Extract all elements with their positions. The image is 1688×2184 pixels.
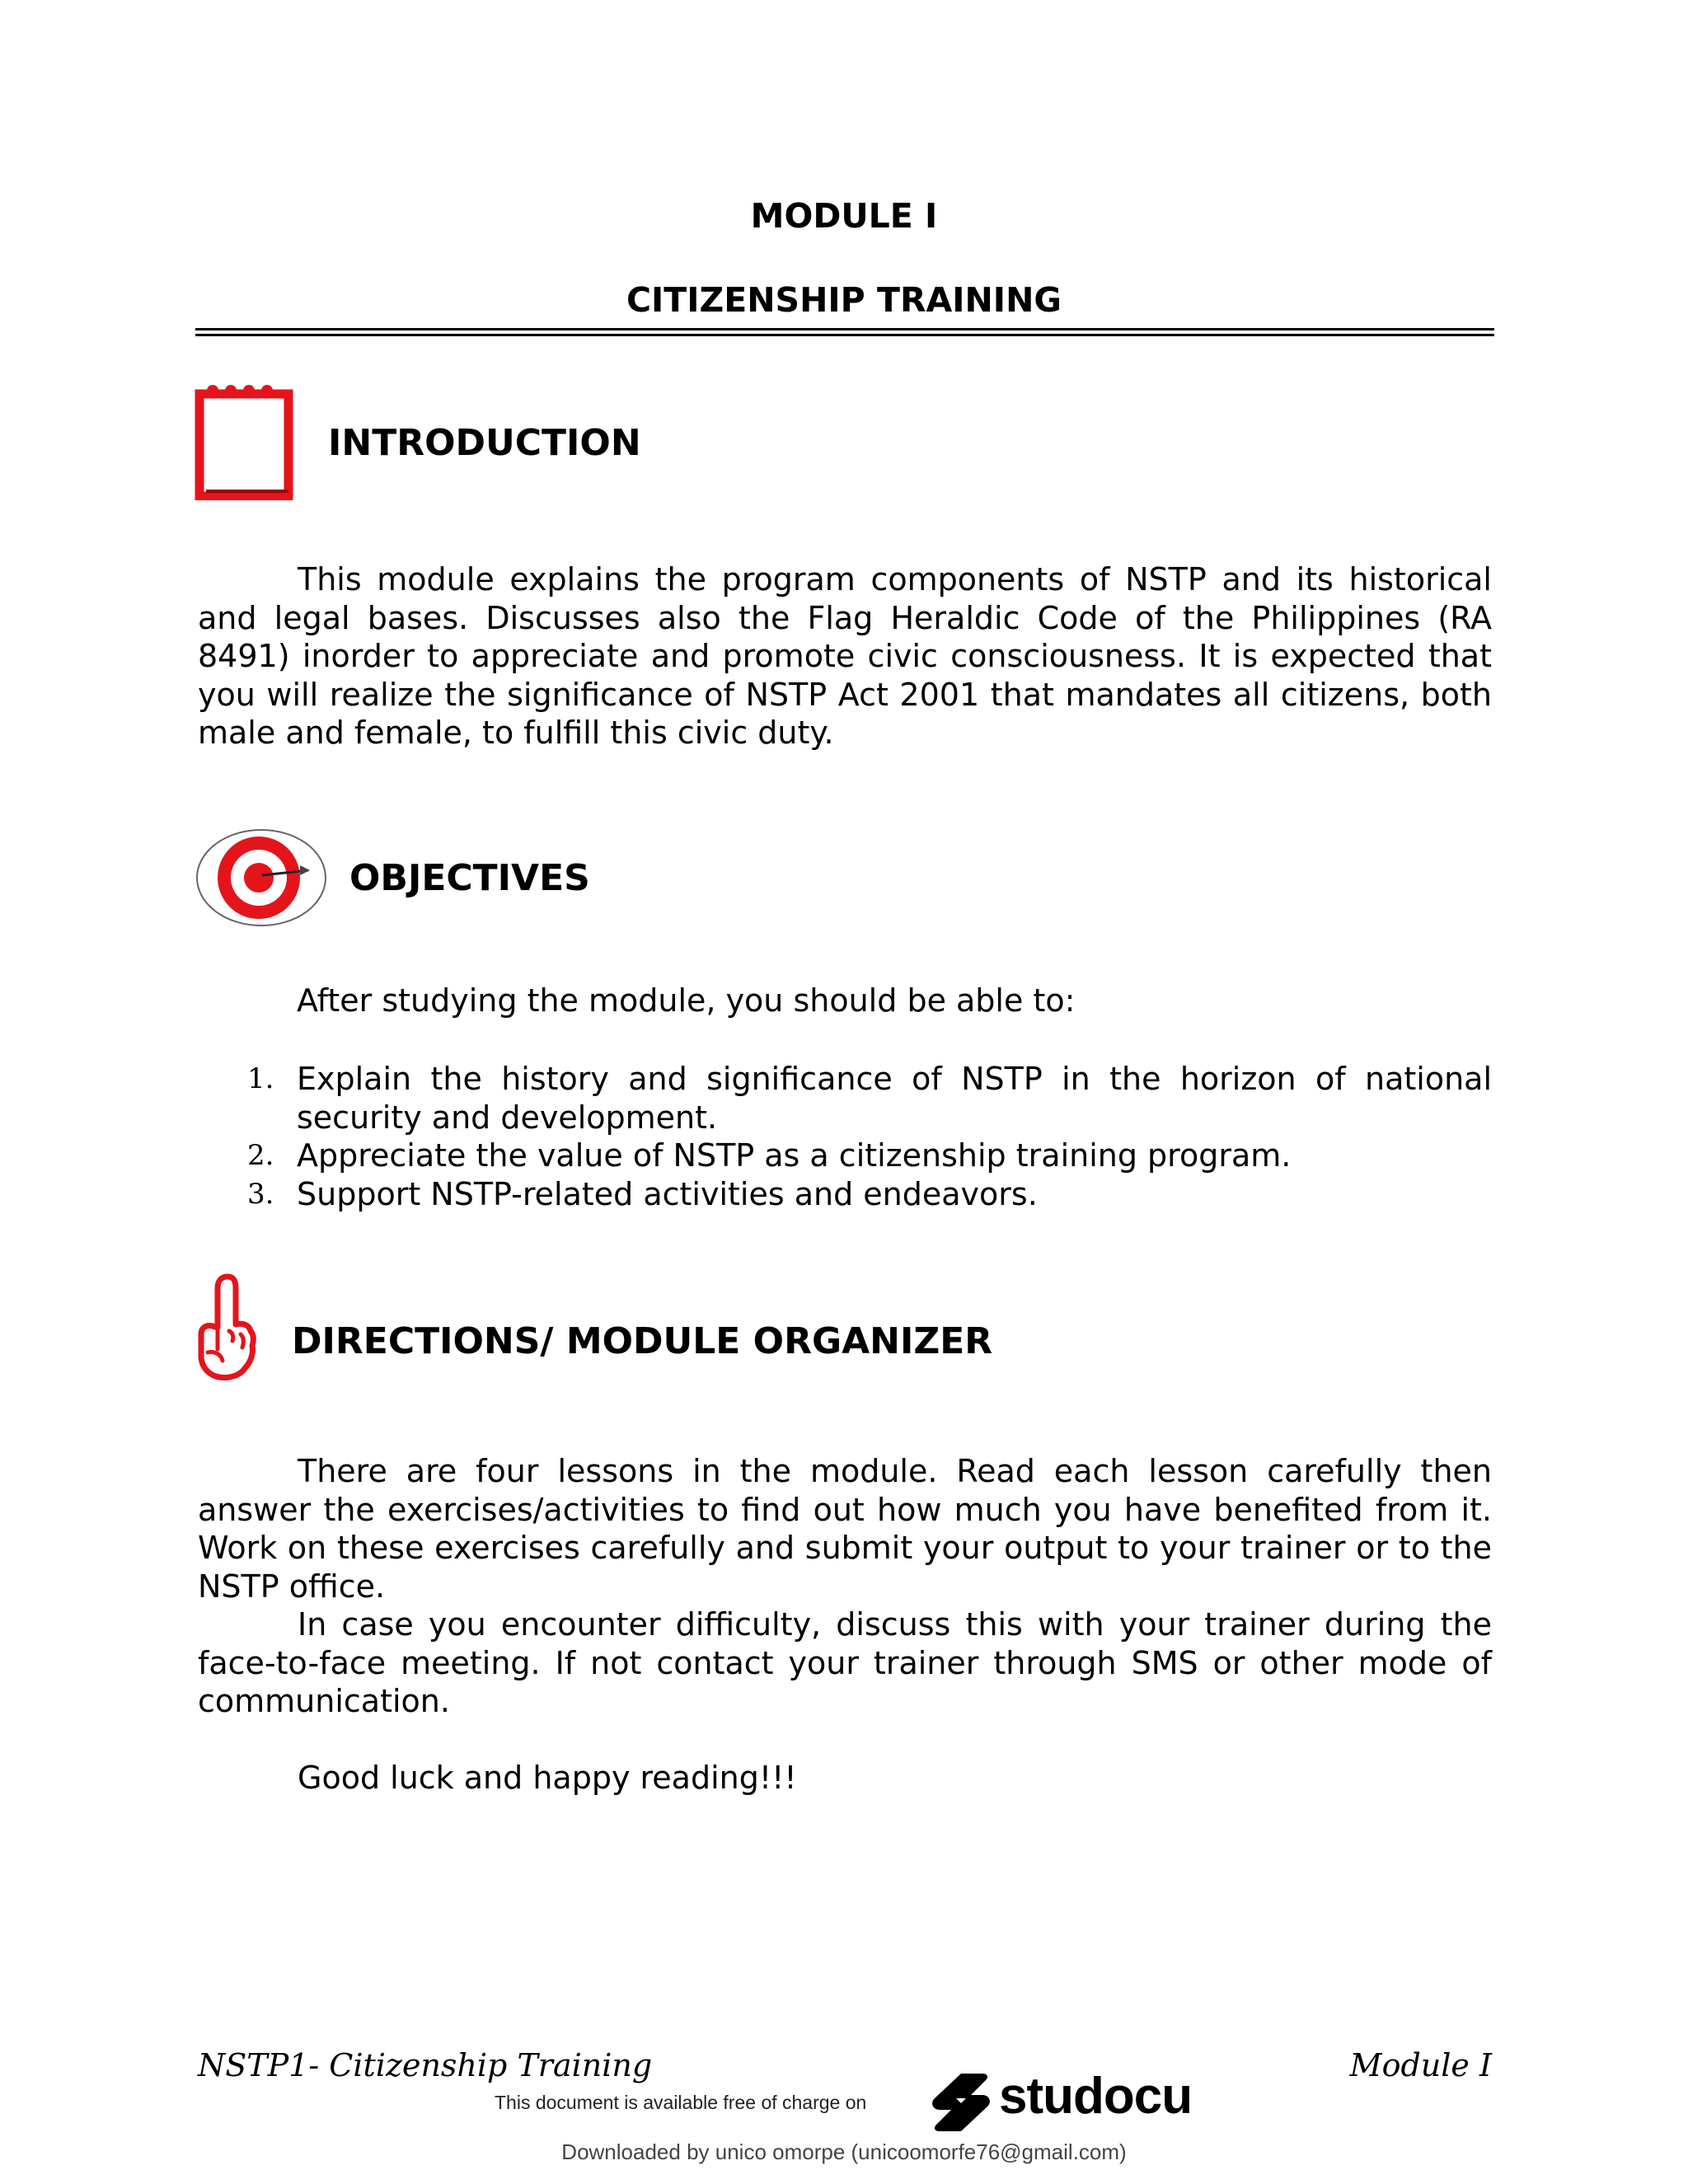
footer-module-label: Module I (1349, 2047, 1492, 2083)
header-rule-top (195, 328, 1494, 330)
module-subtitle: CITIZENSHIP TRAINING (626, 280, 1062, 320)
list-item: 2. Appreciate the value of NSTP as a citizenship training program. (247, 1137, 1292, 1174)
notepad-icon (195, 381, 293, 504)
footer-course-title: NSTP1- Citizenship Training (198, 2047, 653, 2083)
header-rule-bottom (195, 334, 1494, 336)
studocu-brand-text: studocu (999, 2068, 1193, 2125)
directions-paragraph-3: Good luck and happy reading!!! (298, 1760, 797, 1796)
module-title: MODULE I (750, 196, 938, 236)
objectives-lead: After studying the module, you should be able to: (297, 982, 1076, 1019)
objectives-list (247, 1060, 1492, 1213)
objectives-title: OBJECTIVES (349, 857, 590, 899)
footer-downloaded-by: Downloaded by unico omorpe (unicoomorfe76@gmail.com) (561, 2139, 1127, 2164)
directions-paragraph-1: There are four lessons in the module. Read each lesson carefully then answer the exercises/activities to find out how much you have benefited from it. Work on these exercises carefully and submit your output to your trainer or to the NSTP office. (198, 1453, 1492, 1605)
directions-paragraph-2: In case you encounter difficulty, discuss this with your trainer during the face-to-face meeting. If not contact your trainer through SMS or other mode of communication. (198, 1606, 1492, 1719)
list-item: 3. Support NSTP-related activities and endeavors. (247, 1175, 1038, 1212)
introduction-body: This module explains the program components of NSTP and its historical and legal bases. Discusses also the Flag Heraldic Code of the Philippines (RA 8491) inorder to appreciate and promote civic consciousness. It is expected that you will realize the significance of NSTP Act 2001 that mandates all citizens, both male and female, to fulfill this civic duty. (198, 561, 1492, 751)
directions-title: DIRECTIONS/ MODULE ORGANIZER (292, 1320, 993, 1362)
list-item: 1. Explain the history and significance of NSTP in the horizon of national security and development. (247, 1061, 1492, 1136)
pointing-hand-icon (196, 1273, 257, 1384)
studocu-logo-icon (928, 2069, 994, 2135)
footer-availability-note: This document is available free of charge on (495, 2092, 867, 2113)
introduction-title: INTRODUCTION (328, 422, 641, 464)
target-icon (195, 827, 328, 931)
